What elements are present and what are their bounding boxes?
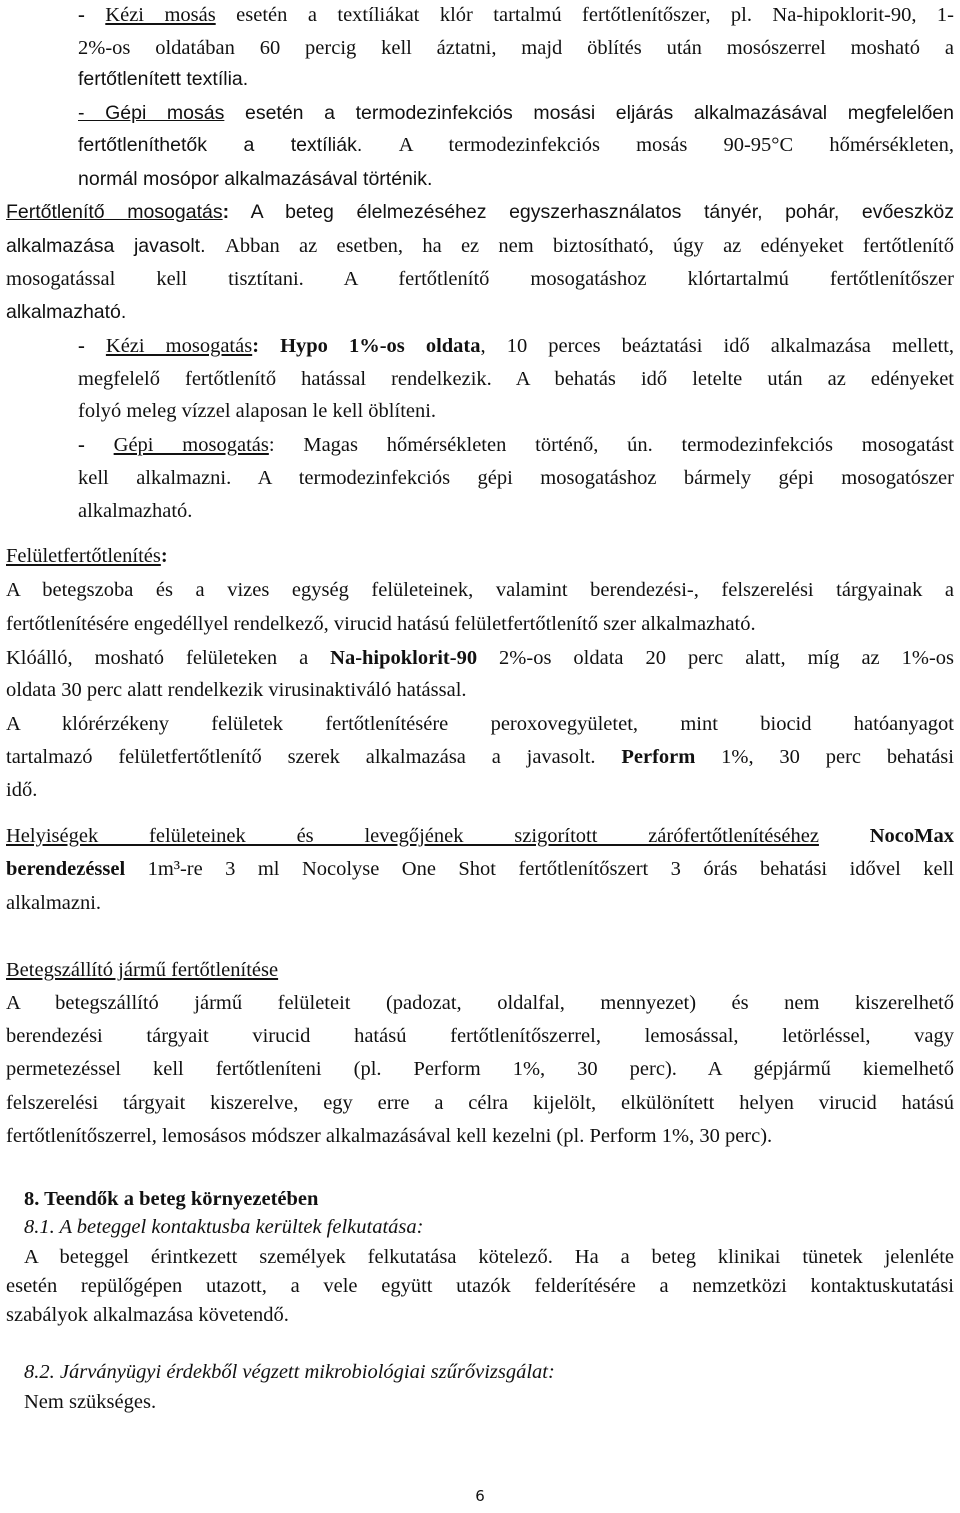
dishwash-gepi-line1: - Gépi mosogatás: Magas hőmérsékleten történő, ún. termodezinfekciós mosogatást [78, 434, 954, 456]
rooms-line2: berendezéssel 1m³-re 3 ml Nocolyse One Shot fertőtlenítőszert 3 órás behatási idővel kell [6, 858, 954, 880]
section81-line2: esetén repülőgépen utazott, a vele együtt utazók felderítésére a nemzetközi kontaktuskutatási [6, 1275, 954, 1297]
textile-gepi-line2: fertőtleníthetők a textíliák. A termodezinfekciós mosás 90-95°C hőmérsékleten, [78, 134, 954, 156]
dishwash-kezi-line2: megfelelő fertőtlenítő hatással rendelkezik. A behatás idő letelte után az edényeket [78, 368, 954, 390]
section81-line3: szabályok alkalmazása követendő. [6, 1304, 289, 1326]
surface-heading: Felületfertőtlenítés [6, 545, 161, 567]
surface-line7: idő. [6, 779, 38, 801]
dishwash-kezi-line1: - Kézi mosogatás: Hypo 1%-os oldata, 10 perces beáztatási idő alkalmazása mellett, [78, 335, 955, 357]
dishwash-line1: Fertőtlenítő mosogatás: A beteg élelmezéséhez egyszerhasználatos tányér, pohár, evőeszköz [6, 201, 954, 223]
surface-heading-line: Felületfertőtlenítés: [6, 545, 168, 567]
page-number: 6 [475, 1487, 485, 1505]
dishwash-heading: Fertőtlenítő mosogatás [6, 201, 223, 223]
surface-line6: tartalmazó felületfertőtlenítő szerek alkalmazása a javasolt. Perform 1%, 30 perc behatási [6, 746, 954, 768]
vehicle-line2: berendezési tárgyait virucid hatású fertőtlenítőszerrel, lemosással, letörléssel, vagy [6, 1025, 954, 1047]
vehicle-line4: felszerelési tárgyait kiszerelve, egy erre a célra kijelölt, elkülönített helyen virucid hatású [6, 1092, 954, 1114]
textile-kezi-line2: 2%-os oldatában 60 percig kell áztatni, majd öblítés után mosószerrel mosható a [78, 37, 954, 59]
dishwash-line3: mosogatással kell tisztítani. A fertőtlenítő mosogatáshoz klórtartalmú fertőtlenítőszer [6, 268, 954, 290]
textile-gepi-line1: - Gépi mosás esetén a termodezinfekciós mosási eljárás alkalmazásával megfelelően [78, 102, 954, 124]
section8-heading: 8. Teendők a beteg környezetében [24, 1188, 319, 1210]
surface-line2: fertőtlenítésére engedéllyel rendelkező, virucid hatású felületfertőtlenítő szer alkalmazható. [6, 613, 756, 635]
surface-line4: oldata 30 perc alatt rendelkezik virusinaktiváló hatással. [6, 679, 467, 701]
surface-line3: Klóálló, mosható felületeken a Na-hipoklorit-90 2%-os oldata 20 perc alatt, míg az 1%-os [6, 647, 954, 669]
section82-title: 8.2. Járványügyi érdekből végzett mikrobiológiai szűrővizsgálat: [24, 1361, 555, 1383]
vehicle-line1: A betegszállító jármű felületeit (padozat, oldalfal, mennyezet) és nem kiszerelhető [6, 992, 954, 1014]
section82-line1: Nem szükséges. [24, 1391, 157, 1413]
dishwash-line4: alkalmazható. [6, 301, 127, 323]
dishwash-gepi-line3: alkalmazható. [78, 500, 193, 522]
vehicle-heading-line [6, 957, 954, 983]
textile-kezi-line1: - Kézi mosás esetén a textíliákat klór tartalmú fertőtlenítőszer, pl. Na-hipoklorit-90, 1- [78, 4, 954, 26]
textile-gepi-line3: normál mosópor alkalmazásával történik. [78, 168, 433, 190]
rooms-line1: Helyiségek felületeinek és levegőjének szigorított zárófertőtlenítéséhez NocoMax [6, 825, 954, 847]
surface-line1: A betegszoba és a vizes egység felületeinek, valamint berendezési-, felszerelési tárgyainak a [6, 579, 954, 601]
dishwash-kezi-line3: folyó meleg vízzel alaposan le kell öblíteni. [78, 400, 437, 422]
vehicle-heading: Betegszállító jármű fertőtlenítése [6, 959, 279, 981]
vehicle-line5: fertőtlenítőszerrel, lemosásos módszer alkalmazásával kell kezelni (pl. Perform 1%, 30 perc). [6, 1125, 773, 1147]
rooms-line3: alkalmazni. [6, 892, 102, 914]
section81-line1: A beteggel érintkezett személyek felkutatása kötelező. Ha a beteg klinikai tünetek jelenléte [24, 1246, 954, 1268]
textile-kezi-line3: fertőtlenített textília. [78, 68, 249, 90]
dishwash-line2: alkalmazása javasolt. Abban az esetben, ha ez nem biztosítható, úgy az edényeket fertőtlenítő [6, 235, 954, 257]
vehicle-line3: permetezéssel kell fertőtleníteni (pl. Perform 1%, 30 perc). A gépjármű kiemelhető [6, 1058, 954, 1080]
section81-title: 8.1. A beteggel kontaktusba kerültek felkutatása: [24, 1216, 424, 1238]
dishwash-gepi-line2: kell alkalmazni. A termodezinfekciós gépi mosogatáshoz bármely gépi mosogatószer [78, 467, 954, 489]
surface-line5: A klórérzékeny felületek fertőtlenítésére peroxovegyületet, mint biocid hatóanyagot [6, 713, 954, 735]
